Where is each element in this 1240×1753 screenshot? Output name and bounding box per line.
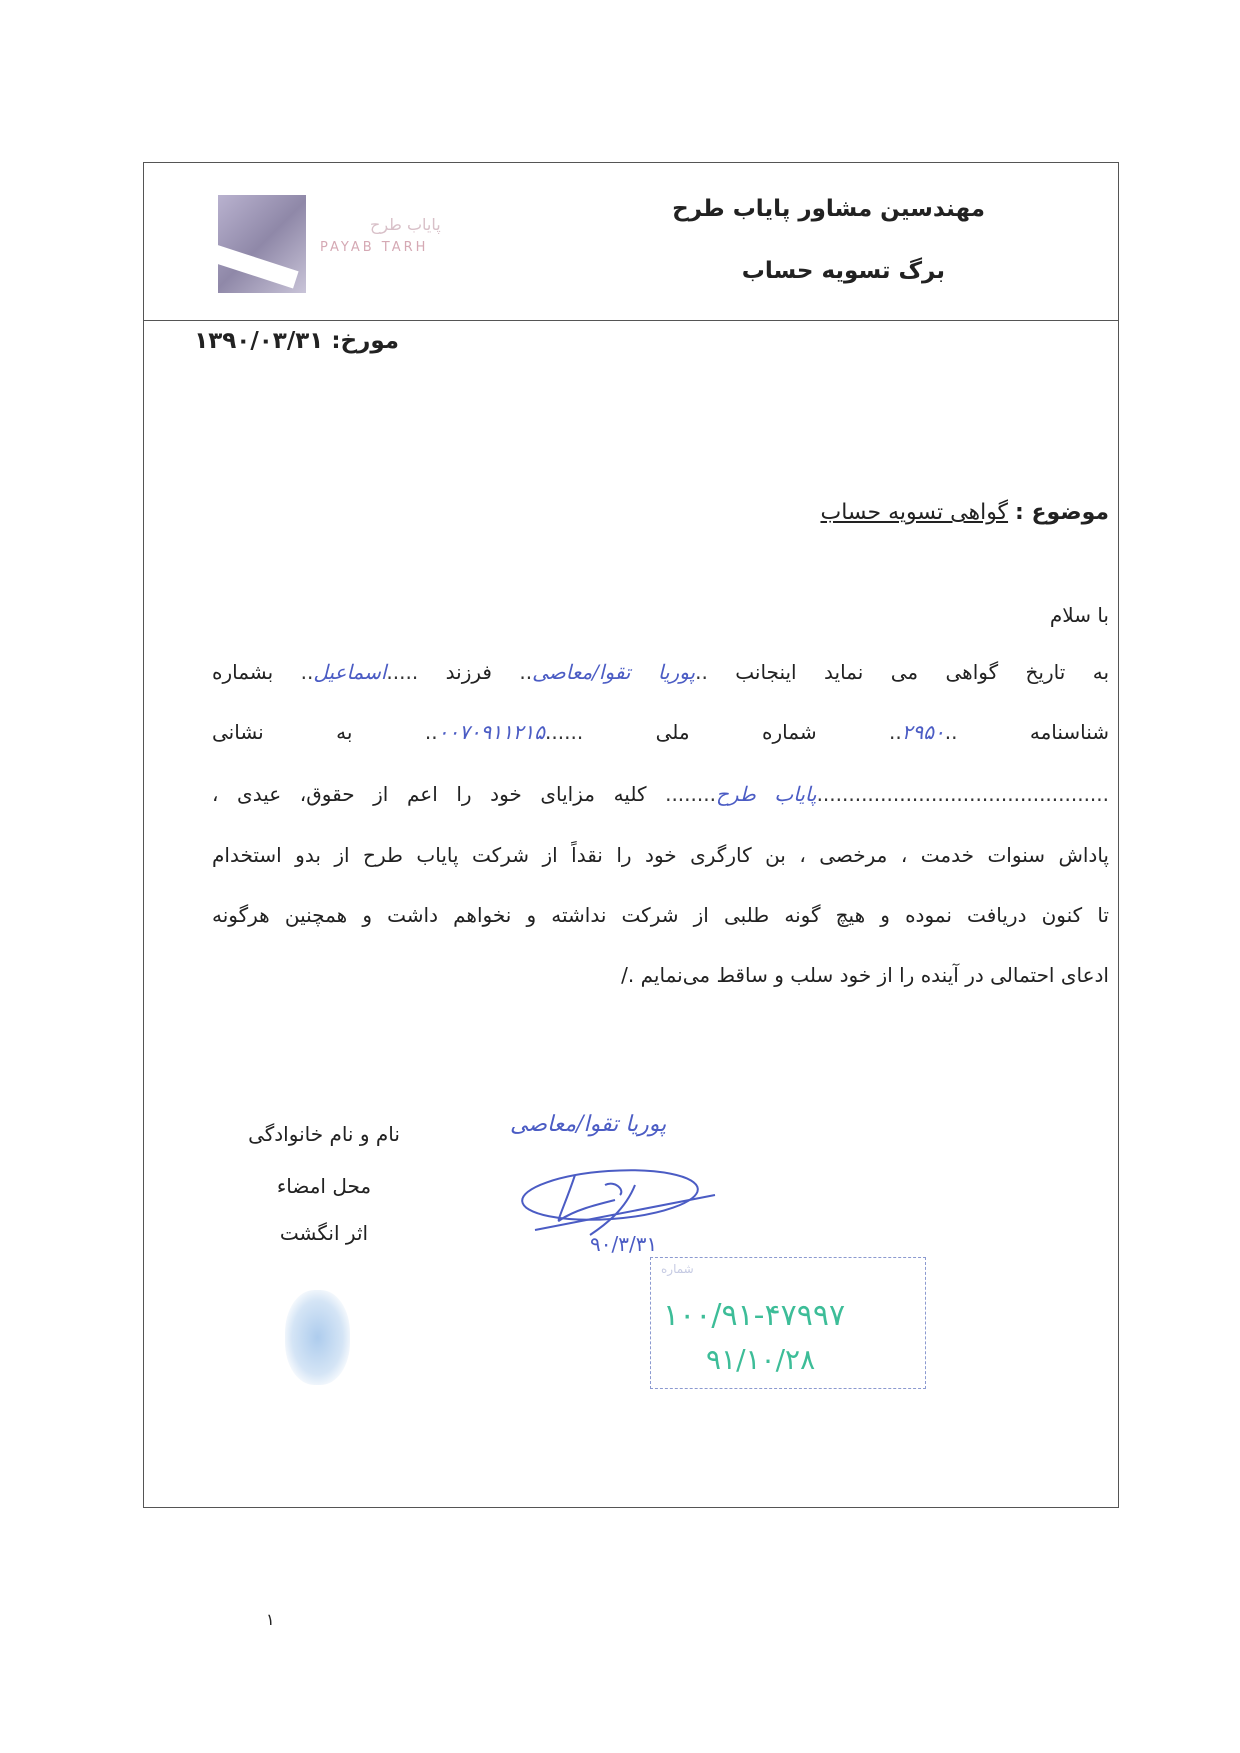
body-line-3 xyxy=(212,782,1109,806)
text: ملی xyxy=(655,720,690,744)
registration-stamp xyxy=(650,1257,926,1389)
logo-text-fa: پایاب طرح xyxy=(370,215,441,234)
header-divider xyxy=(143,320,1119,321)
national-id-field: ......۰۰۷۰۹۱۱۲۱۵.. xyxy=(424,720,584,744)
body-line-6: ادعای احتمالی در آینده را از خود سلب و ساقط می‌نمایم ./ xyxy=(621,963,1109,987)
text: شناسنامه xyxy=(1029,720,1110,744)
id-field: ..۲۹۵۰.. xyxy=(889,720,958,744)
name-label: نام و نام خانوادگی xyxy=(248,1122,400,1146)
form-title: برگ تسویه حساب xyxy=(741,258,945,284)
company-logo xyxy=(218,195,306,293)
page-number: ۱ xyxy=(266,1610,275,1629)
date-value: ۱۳۹۰/۰۳/۳۱ xyxy=(194,328,324,354)
date-label: مورخ: xyxy=(331,328,399,354)
text: به xyxy=(336,720,353,744)
text: نشانی xyxy=(212,720,264,744)
body-line-1 xyxy=(212,660,1109,684)
handwritten-signature-date: ۹۰/۳/۳۱ xyxy=(590,1232,658,1256)
name-field: ..پوریا تقوا/معاصی.. xyxy=(519,660,708,684)
stamp-date: ۹۱/۱۰/۲۸ xyxy=(706,1343,816,1376)
address-field: ..............................................پایاب طرح........ xyxy=(665,782,1110,806)
company-name: مهندسین مشاور پایاب طرح xyxy=(672,196,985,222)
fingerprint-label: اثر انگشت xyxy=(279,1221,369,1245)
handwritten-id-number: ۲۹۵۰ xyxy=(901,720,945,744)
body-line-5: تا کنون دریافت نموده و هیچ گونه طلبی از شرکت نداشته و نخواهم داشت و همچنین هرگونه xyxy=(212,903,1109,927)
handwritten-signature-name: پوریا تقوا/معاصی xyxy=(510,1112,667,1137)
stamp-number: ۱۰۰/۹۱-۴۷۹۹۷ xyxy=(663,1298,846,1333)
subject xyxy=(820,500,1109,525)
text: کلیه مزایای خود را اعم از حقوق، عیدی ، xyxy=(212,782,647,806)
handwritten-name: پوریا تقوا/معاصی xyxy=(532,660,696,684)
handwritten-address: پایاب طرح xyxy=(715,782,817,806)
fingerprint-image xyxy=(285,1290,350,1385)
handwritten-father-name: اسماعیل xyxy=(313,660,387,684)
text: شماره xyxy=(762,720,817,744)
father-field: .....اسماعیل.. xyxy=(300,660,419,684)
signature-label: محل امضاء xyxy=(276,1174,372,1198)
stamp-header: شماره xyxy=(661,1262,694,1276)
text: بشماره xyxy=(212,660,274,684)
subject-value: گواهی تسویه حساب xyxy=(820,500,1009,525)
body-line-4: پاداش سنوات خدمت ، مرخصی ، بن کارگری خود را نقداً از شرکت پایاب طرح از بدو استخدام xyxy=(212,843,1109,867)
document-frame xyxy=(143,162,1119,1508)
greeting: با سلام xyxy=(1049,603,1109,627)
text: فرزند xyxy=(445,660,492,684)
logo-text-latin: PAYAB TARH xyxy=(320,240,429,255)
handwritten-national-id: ۰۰۷۰۹۱۱۲۱۵ xyxy=(437,720,546,744)
document-date xyxy=(194,328,399,354)
body-line-2 xyxy=(212,720,1109,744)
subject-label: موضوع : xyxy=(1015,500,1109,525)
text: به تاریخ گواهی می نماید اینجانب xyxy=(735,660,1110,684)
